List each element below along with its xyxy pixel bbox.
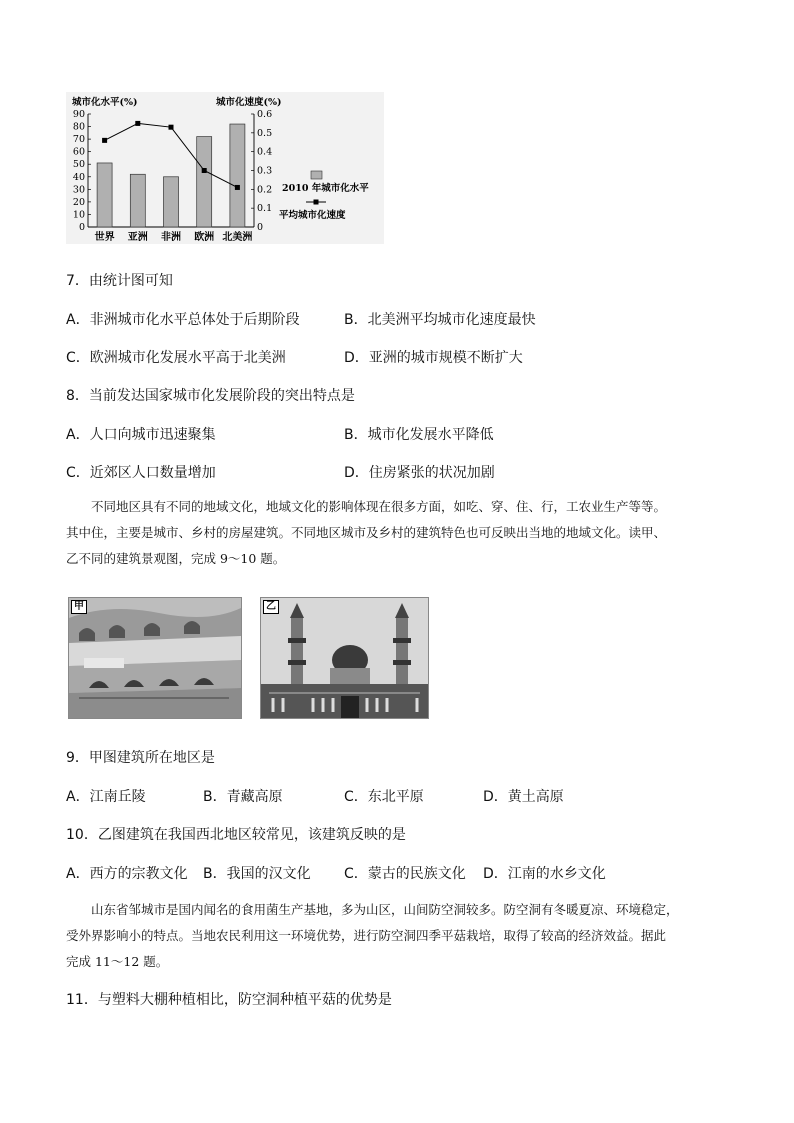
speed-point-0 — [102, 138, 107, 143]
q10-stem: 10．乙图建筑在我国西北地区较常见，该建筑反映的是 — [66, 827, 406, 843]
mosque-illustration — [261, 598, 428, 718]
passage2-line3: 完成 11～12 题。 — [66, 954, 169, 969]
q7-option-c[interactable]: C．欧洲城市化发展水平高于北美洲 — [66, 350, 286, 366]
q10-option-a[interactable]: A．西方的宗教文化 — [66, 866, 188, 882]
legend-line-marker — [314, 200, 319, 205]
x-tick-label: 非洲 — [161, 232, 181, 243]
q7-option-b[interactable]: B．北美洲平均城市化速度最快 — [344, 312, 536, 328]
left-tick-label: 30 — [72, 184, 85, 196]
bar-2 — [164, 177, 179, 227]
left-tick-label: 50 — [72, 159, 85, 171]
q9-option-d[interactable]: D．黄土高原 — [483, 789, 564, 805]
q8-option-c[interactable]: C．近郊区人口数量增加 — [66, 465, 216, 481]
x-tick-label: 世界 — [94, 232, 115, 243]
left-tick-label: 10 — [72, 209, 85, 221]
right-axis-label: 城市化速度(%) — [216, 97, 282, 108]
chart-background — [66, 92, 384, 244]
q7-option-d[interactable]: D．亚洲的城市规模不断扩大 — [344, 350, 523, 366]
right-tick-label: 0.1 — [257, 203, 273, 215]
right-tick-label: 0.2 — [257, 184, 273, 196]
left-tick-label: 20 — [72, 196, 85, 208]
passage1-line2: 其中住，主要是城市、乡村的房屋建筑。不同地区城市及乡村的建筑特色也可反映出当地的地域文化。读甲、 — [66, 525, 667, 540]
speed-point-1 — [135, 121, 140, 126]
left-tick-label: 70 — [72, 134, 85, 146]
photo-jia-cave-dwellings — [68, 597, 242, 719]
passage1-line3: 乙不同的建筑景观图，完成 9～10 题。 — [66, 551, 286, 566]
passage2-line1: 山东省邹城市是国内闻名的食用菌生产基地，多为山区，山间防空洞较多。防空洞有冬暖夏凉、环境稳定， — [91, 902, 679, 917]
x-tick-label: 亚洲 — [127, 232, 148, 243]
speed-point-3 — [202, 168, 207, 173]
q8-option-d[interactable]: D．住房紧张的状况加剧 — [344, 465, 495, 481]
q9-option-a[interactable]: A．江南丘陵 — [66, 789, 146, 805]
left-tick-label: 90 — [72, 109, 85, 120]
legend-bar-swatch — [311, 171, 322, 179]
q11-stem: 11．与塑料大棚种植相比，防空洞种植平菇的优势是 — [66, 992, 392, 1008]
speed-point-4 — [235, 185, 240, 190]
urbanization-chart — [66, 92, 384, 244]
right-tick-label: 0 — [257, 222, 264, 233]
cave-dwelling-illustration — [69, 598, 241, 718]
q9-option-b[interactable]: B．青藏高原 — [203, 789, 283, 805]
left-tick-label: 60 — [72, 146, 85, 158]
photo-yi-mosque — [260, 597, 429, 719]
q10-option-c[interactable]: C．蒙古的民族文化 — [344, 866, 466, 882]
bar-1 — [130, 174, 145, 227]
left-axis-label: 城市化水平(%) — [72, 97, 138, 108]
q9-stem: 9．甲图建筑所在地区是 — [66, 750, 215, 766]
q10-option-b[interactable]: B．我国的汉文化 — [203, 866, 311, 882]
bar-4 — [230, 124, 245, 227]
left-tick-label: 0 — [78, 222, 85, 233]
q8-option-a[interactable]: A．人口向城市迅速聚集 — [66, 427, 216, 443]
passage2-line2: 受外界影响小的特点。当地农民利用这一环境优势，进行防空洞四季平菇栽培，取得了较高的经济效益。据此 — [66, 928, 667, 943]
bar-0 — [97, 163, 112, 227]
q8-option-b[interactable]: B．城市化发展水平降低 — [344, 427, 494, 443]
right-tick-label: 0.4 — [257, 146, 273, 158]
q7-option-a[interactable]: A．非洲城市化水平总体处于后期阶段 — [66, 312, 300, 328]
photo-jia-label: 甲 — [71, 600, 87, 614]
right-tick-label: 0.5 — [257, 127, 273, 139]
q9-option-c[interactable]: C．东北平原 — [344, 789, 424, 805]
x-tick-label: 欧洲 — [194, 232, 215, 243]
right-tick-label: 0.6 — [257, 109, 273, 120]
speed-point-2 — [169, 125, 174, 130]
left-tick-label: 40 — [72, 171, 85, 183]
q8-stem: 8．当前发达国家城市化发展阶段的突出特点是 — [66, 388, 355, 404]
bar-3 — [197, 137, 212, 227]
legend-bar-label: 2010 年城市化水平 — [282, 183, 369, 194]
passage-mushroom — [66, 897, 746, 975]
photo-yi-label: 乙 — [263, 600, 279, 614]
legend-line-label: 平均城市化速度 — [279, 210, 346, 221]
x-tick-label: 北美洲 — [222, 232, 253, 243]
q10-option-d[interactable]: D．江南的水乡文化 — [483, 866, 606, 882]
q7-stem: 7．由统计图可知 — [66, 273, 173, 289]
left-tick-label: 80 — [72, 121, 85, 133]
passage-architecture — [66, 494, 746, 572]
chart-svg — [66, 92, 384, 244]
right-tick-label: 0.3 — [257, 165, 273, 177]
passage1-line1: 不同地区具有不同的地域文化，地域文化的影响体现在很多方面，如吃、穿、住、行，工农业生产等等。 — [91, 499, 667, 514]
